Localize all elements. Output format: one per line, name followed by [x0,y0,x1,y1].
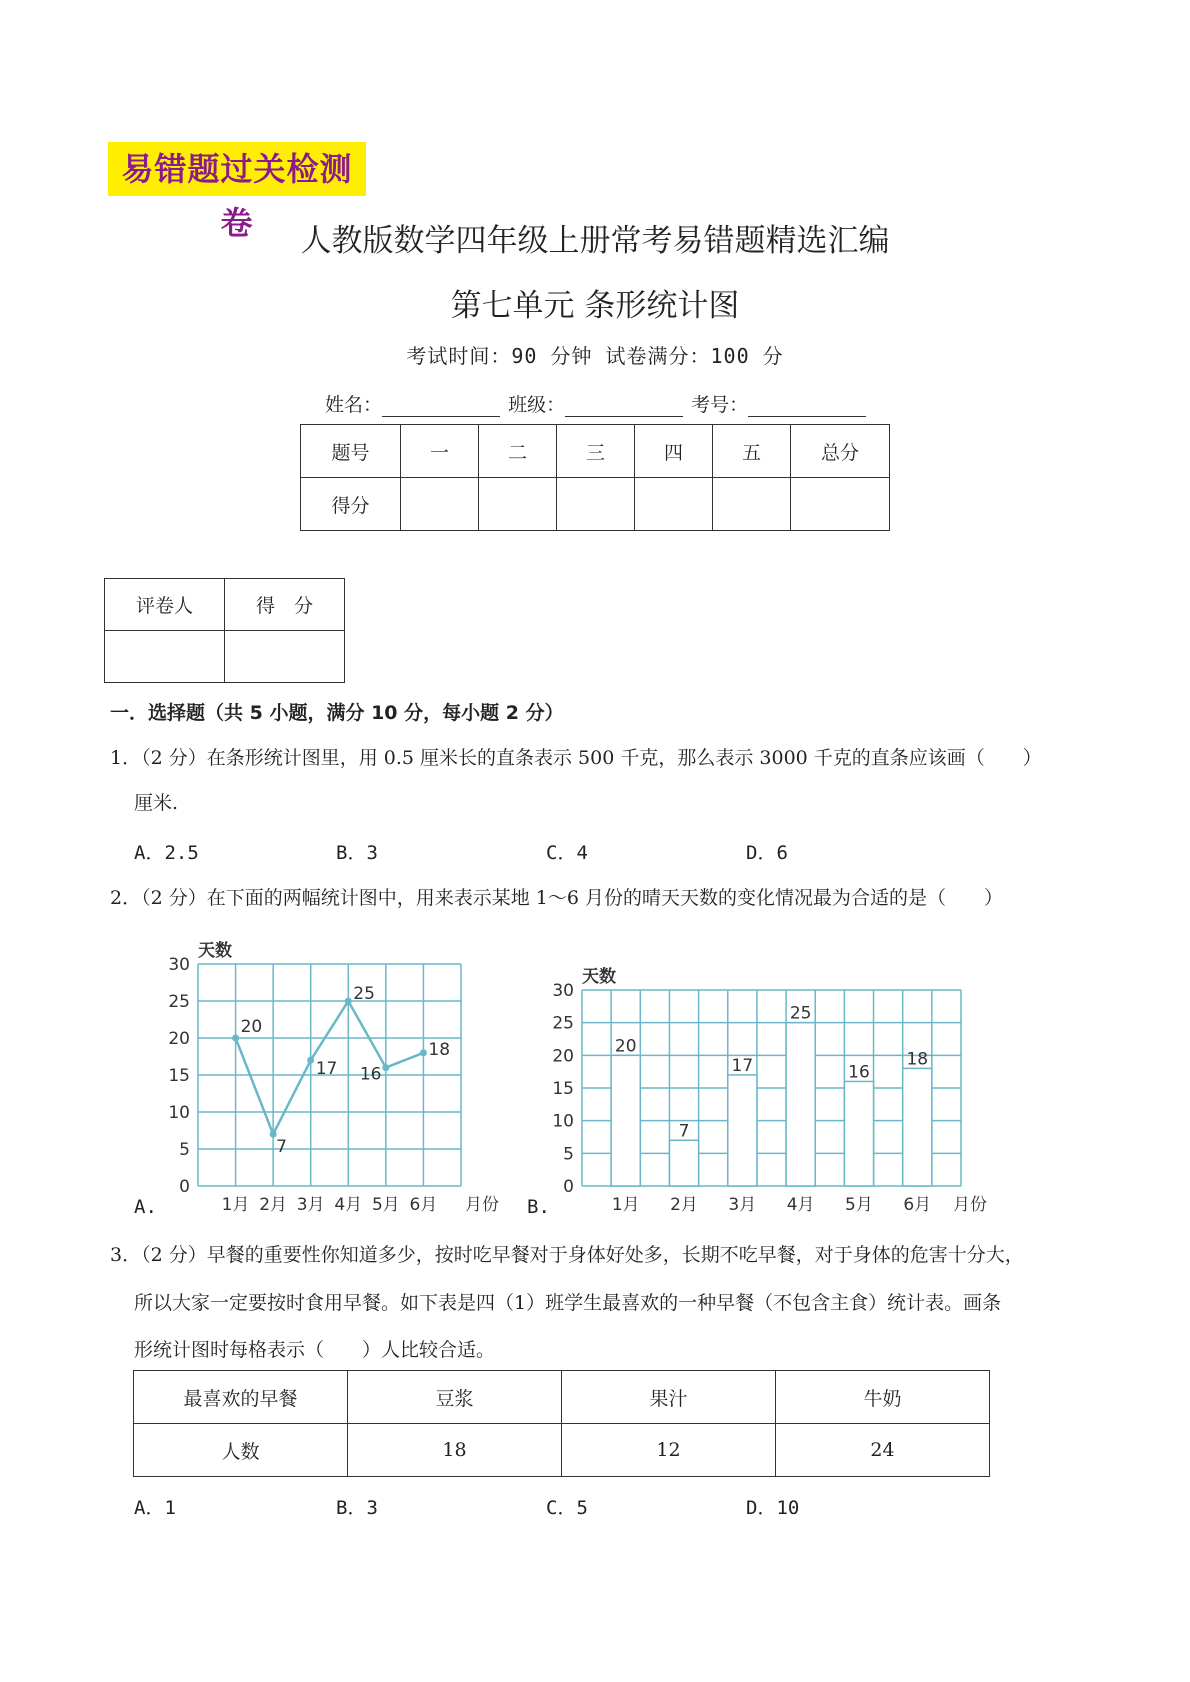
bar [786,1023,815,1186]
data-label: 7 [678,1121,690,1142]
table-cell: 果汁 [562,1371,776,1424]
q1-option-d[interactable]: D．6 [746,842,788,864]
score-table-row [301,478,890,531]
y-tick-label: 25 [168,992,190,1012]
x-tick-label: 3月 [296,1195,325,1215]
table-cell: 12 [562,1424,776,1477]
q1-text-cont: 厘米. [134,792,179,814]
data-label: 16 [848,1062,870,1083]
score-cell[interactable] [225,631,345,683]
y-tick-label: 0 [563,1177,574,1197]
data-point [420,1049,427,1056]
q2-text: 2．（2 分）在下面的两幅统计图中，用来表示某地 1～6 月份的晴天天数的变化情况最为合适的是（ ） [110,887,1003,909]
header-cell: 四 [635,425,713,478]
name-label: 姓名： [325,394,383,416]
data-point [307,1057,314,1064]
bar-chart [540,962,1020,1222]
table-cell: 18 [348,1424,562,1477]
q1-text: 1．（2 分）在条形统计图里，用 0.5 厘米长的直条表示 500 千克，那么表示 3000 千克的直条应该画（ ） [110,747,1042,769]
y-tick-label: 25 [552,1013,574,1034]
y-tick-label: 20 [552,1046,574,1067]
x-tick-label: 4月 [334,1195,363,1215]
grader-cell[interactable] [105,631,225,683]
x-tick-label: 6月 [409,1195,438,1215]
number-label: 考号： [691,394,749,416]
header-cell: 五 [713,425,791,478]
badge: 易错题过关检测卷 [108,142,366,196]
y-tick-label: 15 [552,1079,574,1099]
bar [611,1055,640,1186]
y-tick-label: 10 [552,1111,574,1132]
data-label: 20 [240,1017,263,1037]
breakfast-table [133,1370,990,1477]
student-info [325,390,868,417]
name-blank[interactable] [382,398,500,417]
x-tick-label: 5月 [371,1195,400,1215]
header-cell: 一 [401,425,479,478]
score-cell[interactable] [713,478,791,531]
section-title: 一．选择题（共 5 小题，满分 10 分，每小题 2 分） [110,702,564,724]
data-label: 20 [614,1036,637,1057]
x-tick-label: 5月 [845,1195,873,1215]
y-tick-label: 10 [168,1103,190,1123]
q3-option-c[interactable]: C．5 [546,1497,588,1519]
table-cell: 牛奶 [776,1371,990,1424]
y-tick-label: 20 [168,1029,190,1049]
table-cell: 人数 [134,1424,348,1477]
data-label: 25 [353,984,375,1004]
header-cell: 题号 [301,425,401,478]
y-axis-title: 天数 [582,967,616,987]
bar [903,1068,932,1186]
table-row [134,1371,990,1424]
q3-text-cont2: 形统计图时每格表示（ ）人比较合适。 [134,1339,496,1361]
table-row [134,1424,990,1477]
data-label: 25 [789,1003,812,1024]
class-blank[interactable] [565,398,683,417]
y-tick-label: 30 [552,981,574,1001]
data-label: 17 [731,1055,754,1076]
y-axis-title: 天数 [198,941,232,961]
x-tick-label: 2月 [259,1195,288,1215]
y-tick-label: 5 [179,1140,190,1160]
page-title: 人教版数学四年级上册常考易错题精选汇编 [300,223,890,259]
bar [728,1075,757,1186]
x-tick-label: 2月 [670,1195,698,1215]
q1-option-c[interactable]: C．4 [546,842,588,864]
table-cell: 豆浆 [348,1371,562,1424]
grader-table [104,578,345,683]
q1-option-a[interactable]: A．2.5 [134,842,199,864]
q3-text-cont: 所以大家一定要按时食用早餐。如下表是四（1）班学生最喜欢的一种早餐（不包含主食）统计表。画条 [134,1292,1002,1314]
data-label: 18 [906,1049,929,1070]
line-chart [125,932,505,1222]
score-cell[interactable] [401,478,479,531]
x-tick-label: 1月 [611,1195,640,1215]
y-tick-label: 5 [563,1144,574,1165]
q3-option-a[interactable]: A．1 [134,1497,176,1519]
x-tick-label: 3月 [728,1195,757,1215]
header-cell: 三 [557,425,635,478]
q2-option-b[interactable]: B. [527,1196,550,1218]
q3-option-b[interactable]: B．3 [336,1497,378,1519]
y-tick-label: 15 [168,1066,190,1086]
x-tick-label: 1月 [221,1195,250,1215]
data-point [232,1035,239,1042]
x-axis-title: 月份 [953,1195,987,1215]
table-cell: 24 [776,1424,990,1477]
score-cell[interactable] [479,478,557,531]
y-tick-label: 0 [179,1177,190,1197]
x-tick-label: 6月 [903,1195,932,1215]
header-cell: 二 [479,425,557,478]
row-label: 得分 [301,478,401,531]
number-blank[interactable] [748,398,866,417]
score-cell[interactable] [791,478,890,531]
score-header: 得 分 [225,579,345,631]
score-cell[interactable] [557,478,635,531]
y-tick-label: 30 [168,955,190,975]
data-label: 7 [276,1137,287,1158]
header-cell: 总分 [791,425,890,478]
score-table-header [301,425,890,478]
class-label: 班级： [508,394,566,416]
data-point [382,1064,389,1071]
q1-option-b[interactable]: B．3 [336,842,378,864]
data-label: 16 [359,1064,382,1085]
q3-text: 3．（2 分）早餐的重要性你知道多少，按时吃早餐对于身体好处多，长期不吃早餐，对于身体的危害十分大， [110,1244,1024,1266]
bar [669,1140,698,1186]
data-label: 18 [428,1039,451,1060]
exam-info: 考试时间：90 分钟 试卷满分：100 分 [406,344,784,368]
data-label: 17 [315,1059,338,1080]
q2-option-a[interactable]: A. [134,1196,157,1218]
x-tick-label: 4月 [786,1195,815,1215]
score-cell[interactable] [635,478,713,531]
score-table [300,424,890,531]
q3-option-d[interactable]: D．10 [746,1497,800,1519]
unit-title: 第七单元 条形统计图 [450,288,740,324]
bar [844,1081,873,1186]
data-point [345,998,352,1005]
table-cell: 最喜欢的早餐 [134,1371,348,1424]
grader-header: 评卷人 [105,579,225,631]
x-axis-title: 月份 [465,1195,499,1215]
